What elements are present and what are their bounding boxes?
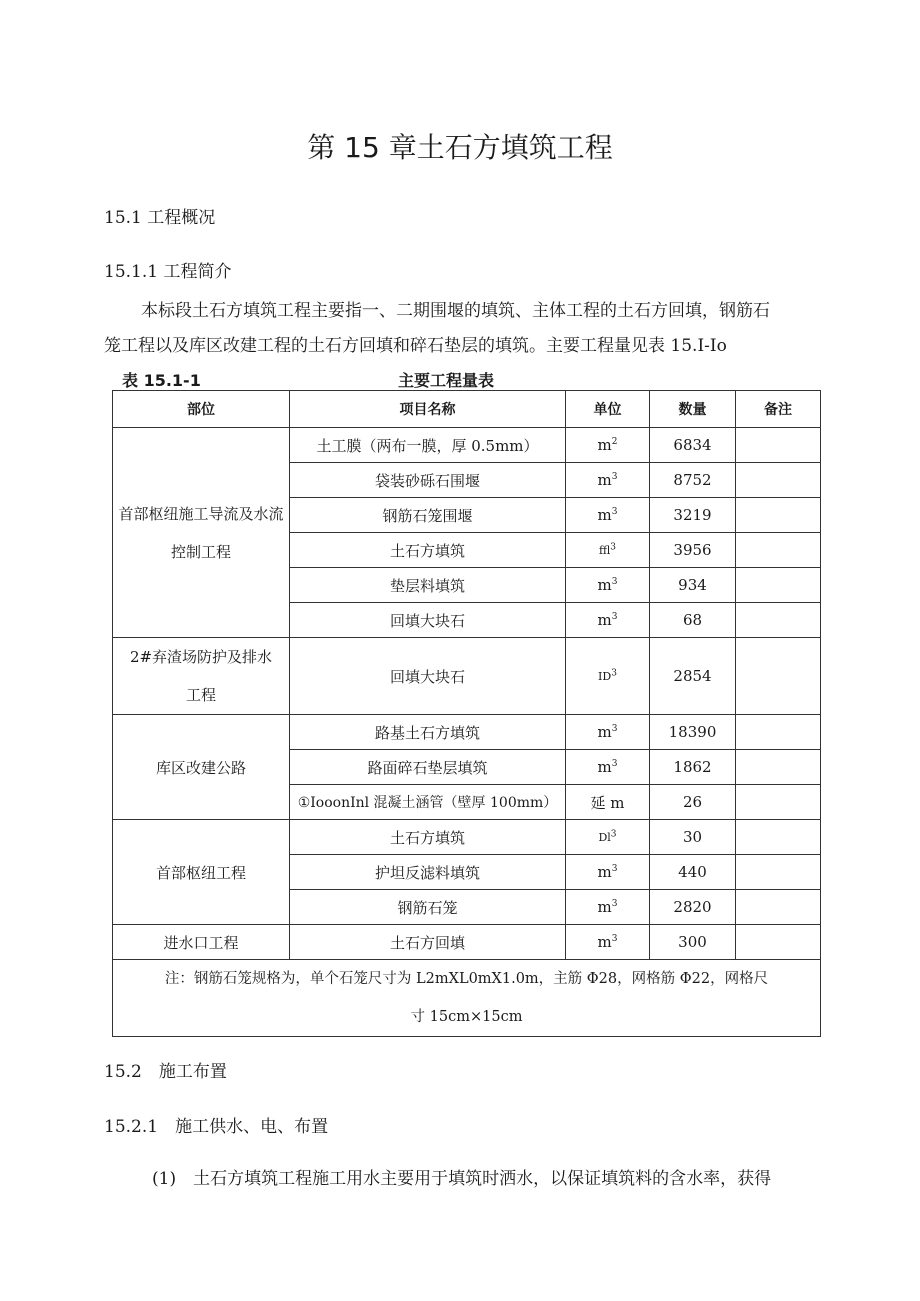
note-cell xyxy=(736,785,821,820)
unit-superscript: 3 xyxy=(611,759,618,769)
item-cell: 路基土石方填筑 xyxy=(290,715,566,750)
table-footnote-row xyxy=(113,960,821,1037)
unit-cell xyxy=(566,603,650,638)
unit-text: m xyxy=(597,436,612,454)
qty-cell: 68 xyxy=(650,603,736,638)
unit-cell xyxy=(566,925,650,960)
unit-cell xyxy=(566,568,650,603)
note-cell xyxy=(736,568,821,603)
unit-superscript: 3 xyxy=(610,828,617,839)
table-footnote xyxy=(113,960,821,1037)
note-cell xyxy=(736,715,821,750)
item-cell: 钢筋石笼围堰 xyxy=(290,498,566,533)
unit-text: m xyxy=(597,898,612,916)
item-cell: 土石方回填 xyxy=(290,925,566,960)
note-cell xyxy=(736,750,821,785)
note-cell xyxy=(736,638,821,715)
unit-text: ffl xyxy=(598,543,611,557)
item-cell: 土工膜（两布一膜，厚 0.5mm） xyxy=(290,428,566,463)
unit-text: m xyxy=(597,576,612,594)
table-row xyxy=(113,715,821,750)
unit-text: m xyxy=(597,933,612,951)
table-header-row xyxy=(113,391,821,428)
header-cell: 单位 xyxy=(566,391,650,428)
unit-text: m xyxy=(597,758,612,776)
section-heading-15-2: 15.2 施工布置 xyxy=(104,1062,227,1082)
unit-text: m xyxy=(597,723,612,741)
header-cell: 数量 xyxy=(650,391,736,428)
note-cell xyxy=(736,603,821,638)
qty-cell: 3956 xyxy=(650,533,736,568)
item-cell: ①IooonInl 混凝土涵管（壁厚 100mm） xyxy=(290,785,566,820)
note-cell xyxy=(736,498,821,533)
note-cell xyxy=(736,820,821,855)
unit-cell xyxy=(566,638,650,715)
unit-text: m xyxy=(597,611,612,629)
qty-cell: 30 xyxy=(650,820,736,855)
section-heading-15-1: 15.1 工程概况 xyxy=(104,208,216,228)
unit-cell xyxy=(566,820,650,855)
intro-paragraph-line-1: 本标段土石方填筑工程主要指一、二期围堰的填筑、主体工程的土石方回填，钢筋石 xyxy=(141,301,770,321)
unit-cell xyxy=(566,428,650,463)
item-cell: 土石方填筑 xyxy=(290,820,566,855)
unit-cell xyxy=(566,890,650,925)
unit-superscript: 3 xyxy=(611,724,618,734)
unit-cell xyxy=(566,855,650,890)
unit-superscript: 3 xyxy=(610,541,617,552)
unit-superscript: 3 xyxy=(611,577,618,587)
item-cell: 袋装砂砾石围堰 xyxy=(290,463,566,498)
intro-paragraph-line-2: 笼工程以及库区改建工程的土石方回填和碎石垫层的填筑。主要工程量见表 15.I-Io xyxy=(104,336,727,356)
qty-cell: 3219 xyxy=(650,498,736,533)
unit-text: m xyxy=(597,471,612,489)
item-cell: 垫层料填筑 xyxy=(290,568,566,603)
unit-superscript: 3 xyxy=(611,899,618,909)
item-cell: 回填大块石 xyxy=(290,603,566,638)
item-paragraph-1: (1) 土石方填筑工程施工用水主要用于填筑时洒水，以保证填筑料的含水率，获得 xyxy=(152,1169,772,1189)
quantity-table xyxy=(112,390,821,1037)
note-cell xyxy=(736,855,821,890)
note-cell xyxy=(736,890,821,925)
item-cell: 回填大块石 xyxy=(290,638,566,715)
table-row xyxy=(113,638,821,715)
table-caption-title: 主要工程量表 xyxy=(398,371,495,390)
header-cell: 项目名称 xyxy=(290,391,566,428)
unit-text: m xyxy=(597,863,612,881)
footnote-line-2: 寸 15cm×15cm xyxy=(410,1009,523,1025)
qty-cell: 26 xyxy=(650,785,736,820)
section-heading-15-2-1: 15.2.1 施工供水、电、布置 xyxy=(104,1117,329,1137)
item-cell: 护坦反滤料填筑 xyxy=(290,855,566,890)
item-cell: 路面碎石垫层填筑 xyxy=(290,750,566,785)
unit-cell xyxy=(566,533,650,568)
qty-cell: 1862 xyxy=(650,750,736,785)
qty-cell: 6834 xyxy=(650,428,736,463)
unit-text: ID xyxy=(598,669,612,683)
note-cell xyxy=(736,925,821,960)
note-cell xyxy=(736,463,821,498)
qty-cell: 934 xyxy=(650,568,736,603)
table-row xyxy=(113,820,821,855)
qty-cell: 8752 xyxy=(650,463,736,498)
header-cell: 部位 xyxy=(113,391,290,428)
table-caption-number: 表 15.1-1 xyxy=(122,371,201,390)
unit-superscript: 3 xyxy=(611,472,618,482)
unit-superscript: 3 xyxy=(611,612,618,622)
unit-text: 延 m xyxy=(590,793,625,812)
qty-cell: 440 xyxy=(650,855,736,890)
part-cell: 进水口工程 xyxy=(113,925,290,960)
footnote-line-1: 注：钢筋石笼规格为，单个石笼尺寸为 L2mXL0mX1.0m，主筋 Φ28，网格筋 Φ22，网格尺 xyxy=(164,971,769,987)
page-title: 第 15 章土石方填筑工程 xyxy=(307,131,613,164)
qty-cell: 18390 xyxy=(650,715,736,750)
unit-superscript: 3 xyxy=(611,667,617,678)
unit-text: Dl xyxy=(598,830,611,844)
table-row xyxy=(113,925,821,960)
note-cell xyxy=(736,428,821,463)
qty-cell: 300 xyxy=(650,925,736,960)
unit-superscript: 3 xyxy=(611,934,618,944)
unit-cell xyxy=(566,750,650,785)
item-cell: 钢筋石笼 xyxy=(290,890,566,925)
header-cell: 备注 xyxy=(736,391,821,428)
part-cell: 2#弃渣场防护及排水工程 xyxy=(113,638,290,715)
qty-cell: 2854 xyxy=(650,638,736,715)
part-cell: 首部枢纽施工导流及水流控制工程 xyxy=(113,428,290,638)
unit-cell xyxy=(566,715,650,750)
unit-cell xyxy=(566,463,650,498)
section-heading-15-1-1: 15.1.1 工程简介 xyxy=(104,262,232,282)
part-cell: 库区改建公路 xyxy=(113,715,290,820)
unit-superscript: 3 xyxy=(611,864,618,874)
unit-cell xyxy=(566,498,650,533)
unit-superscript: 3 xyxy=(611,507,618,517)
item-cell: 土石方填筑 xyxy=(290,533,566,568)
note-cell xyxy=(736,533,821,568)
part-cell: 首部枢纽工程 xyxy=(113,820,290,925)
table-row xyxy=(113,428,821,463)
unit-text: m xyxy=(597,506,612,524)
unit-superscript: 2 xyxy=(611,437,618,447)
unit-cell xyxy=(566,785,650,820)
qty-cell: 2820 xyxy=(650,890,736,925)
